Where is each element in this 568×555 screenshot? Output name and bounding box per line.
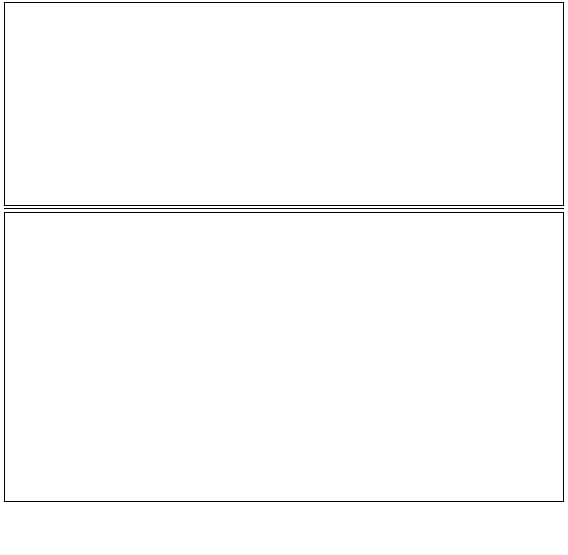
bottom-bold-paragraph [4,507,564,551]
section-divider [4,208,564,209]
lower-framed-paragraph [4,212,564,502]
upper-framed-paragraph [4,2,564,206]
